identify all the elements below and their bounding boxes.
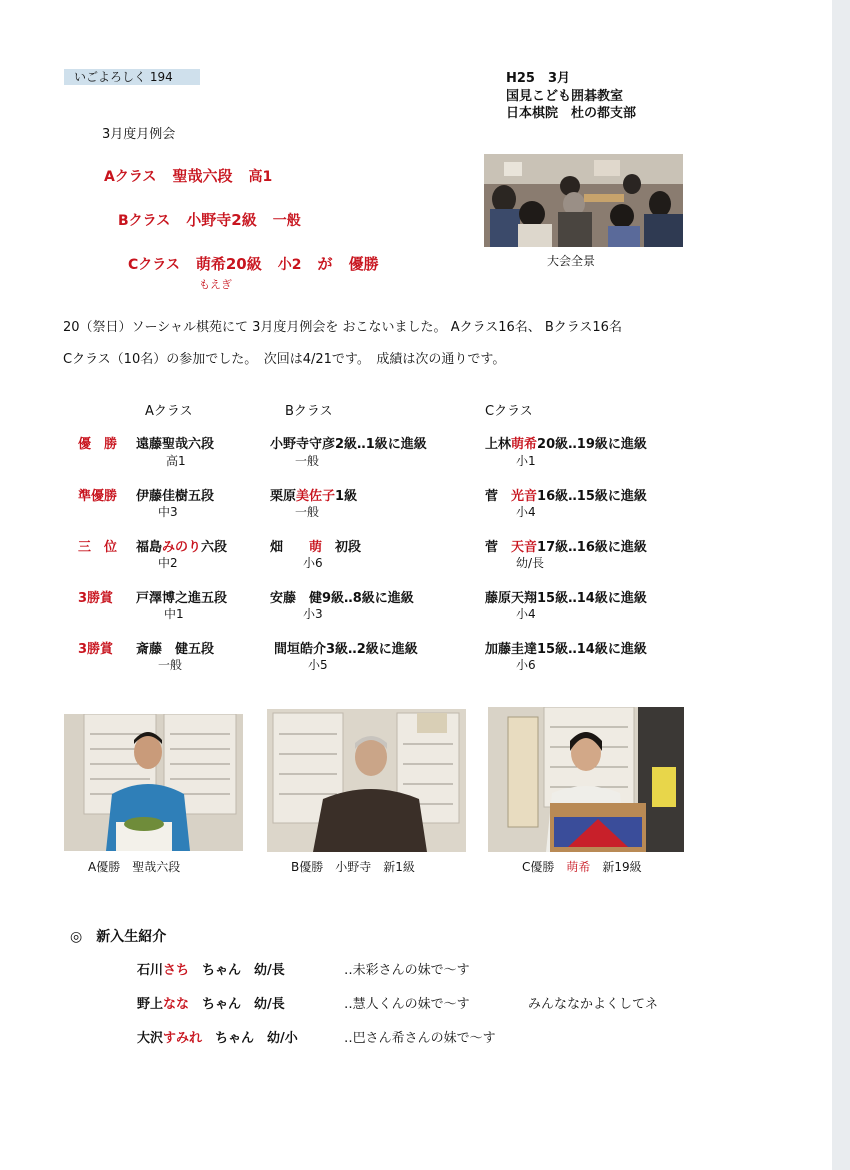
result-c-grade: 小4 — [516, 607, 536, 621]
tournament-photo — [484, 154, 683, 247]
result-b: 栗原美佐子1級 — [270, 489, 358, 504]
header-class-c: Cクラス — [485, 404, 533, 419]
result-a-grade: 高1 — [166, 454, 186, 468]
result-b-grade: 小6 — [303, 556, 323, 570]
org-branch: 日本棋院 杜の都支部 — [506, 106, 637, 121]
result-a-grade: 中2 — [158, 556, 178, 570]
welcome-message: みんななかよくしてネ — [528, 997, 659, 1012]
intro-line-1: 20（祭日）ソーシャル棋苑にて 3月度月例会を おこないました。 Aクラス16名、 Bクラス16名 — [63, 320, 622, 335]
result-b: 安藤 健9級‥8級に進級 — [270, 591, 414, 606]
newcomer-name: 野上なな ちゃん 幼/長 — [137, 997, 285, 1012]
result-b: 間垣皓介3級‥2級に進級 — [274, 642, 418, 657]
result-a-grade: 中1 — [164, 607, 184, 621]
result-c-grade: 小6 — [516, 658, 536, 672]
winner-c-photo — [488, 707, 684, 852]
issue-date: H25 3月 — [506, 71, 571, 86]
newcomer-note: ‥未彩さんの妹で〜す — [344, 963, 470, 978]
winner-c-reading: もえぎ — [199, 278, 232, 291]
winner-a-photo — [64, 714, 243, 851]
newcomer-name: 大沢すみれ ちゃん 幼/小 — [137, 1031, 298, 1046]
newcomers-heading: ◎ 新入生紹介 — [70, 929, 167, 945]
result-c-grade: 幼/長 — [516, 556, 545, 570]
rank-label: 3勝賞 — [78, 591, 114, 606]
result-b-grade: 小3 — [303, 607, 323, 621]
intro-line-2: Cクラス（10名）の参加でした。 次回は4/21です。 成績は次の通りです。 — [63, 352, 506, 367]
header-class-b: Bクラス — [285, 404, 333, 419]
header-class-a: Aクラス — [145, 404, 193, 419]
result-a-grade: 一般 — [158, 658, 183, 672]
result-c: 加藤圭達15級‥14級に進級 — [485, 642, 647, 657]
winner-c: Cクラス 萌希20級 小2 が 優勝 — [128, 255, 379, 273]
newcomer-name: 石川さち ちゃん 幼/長 — [137, 963, 285, 978]
winner-a: Aクラス 聖哉六段 高1 — [104, 167, 273, 185]
tournament-photo-caption: 大会全景 — [547, 254, 596, 268]
result-b-grade: 一般 — [295, 454, 320, 468]
result-b-grade: 小5 — [308, 658, 328, 672]
result-a: 伊藤佳樹五段 — [136, 489, 215, 504]
result-c: 藤原天翔15級‥14級に進級 — [485, 591, 647, 606]
result-a: 斎藤 健五段 — [136, 642, 215, 657]
result-a: 福島みのり六段 — [136, 540, 228, 555]
bullet-circle-icon: ◎ — [70, 929, 83, 945]
photo-caption-b: B優勝 小野寺 新1級 — [291, 860, 415, 874]
result-b: 小野寺守彦2級‥1級に進級 — [270, 437, 427, 452]
result-a: 戸澤博之進五段 — [136, 591, 228, 606]
result-b: 畑 萌 初段 — [270, 540, 362, 555]
meeting-title: 3月度月例会 — [102, 127, 176, 142]
result-c: 上林萌希20級‥19級に進級 — [485, 437, 647, 452]
photo-caption-c: C優勝 萌希 新19級 — [522, 860, 642, 874]
result-c-grade: 小4 — [516, 505, 536, 519]
result-c-grade: 小1 — [516, 454, 536, 468]
winner-b: Bクラス 小野寺2級 一般 — [118, 211, 301, 229]
newcomer-note: ‥慧人くんの妹で〜す — [344, 997, 470, 1012]
result-a: 遠藤聖哉六段 — [136, 437, 215, 452]
rank-label: 準優勝 — [78, 489, 118, 504]
winner-b-photo — [267, 709, 466, 852]
org-name: 国見こども囲碁教室 — [506, 89, 624, 104]
rank-label: 三 位 — [78, 540, 118, 555]
result-b-grade: 一般 — [295, 505, 320, 519]
result-a-grade: 中3 — [158, 505, 178, 519]
rank-label: 3勝賞 — [78, 642, 114, 657]
photo-caption-a: A優勝 聖哉六段 — [88, 860, 181, 874]
result-c: 菅 光音16級‥15級に進級 — [485, 489, 647, 504]
result-c: 菅 天音17級‥16級に進級 — [485, 540, 647, 555]
rank-label: 優 勝 — [78, 437, 118, 452]
page-edge — [832, 0, 850, 1170]
newcomer-note: ‥巴さん希さんの妹で〜す — [344, 1031, 496, 1046]
series-tag: いごよろしく 194 — [64, 69, 200, 85]
